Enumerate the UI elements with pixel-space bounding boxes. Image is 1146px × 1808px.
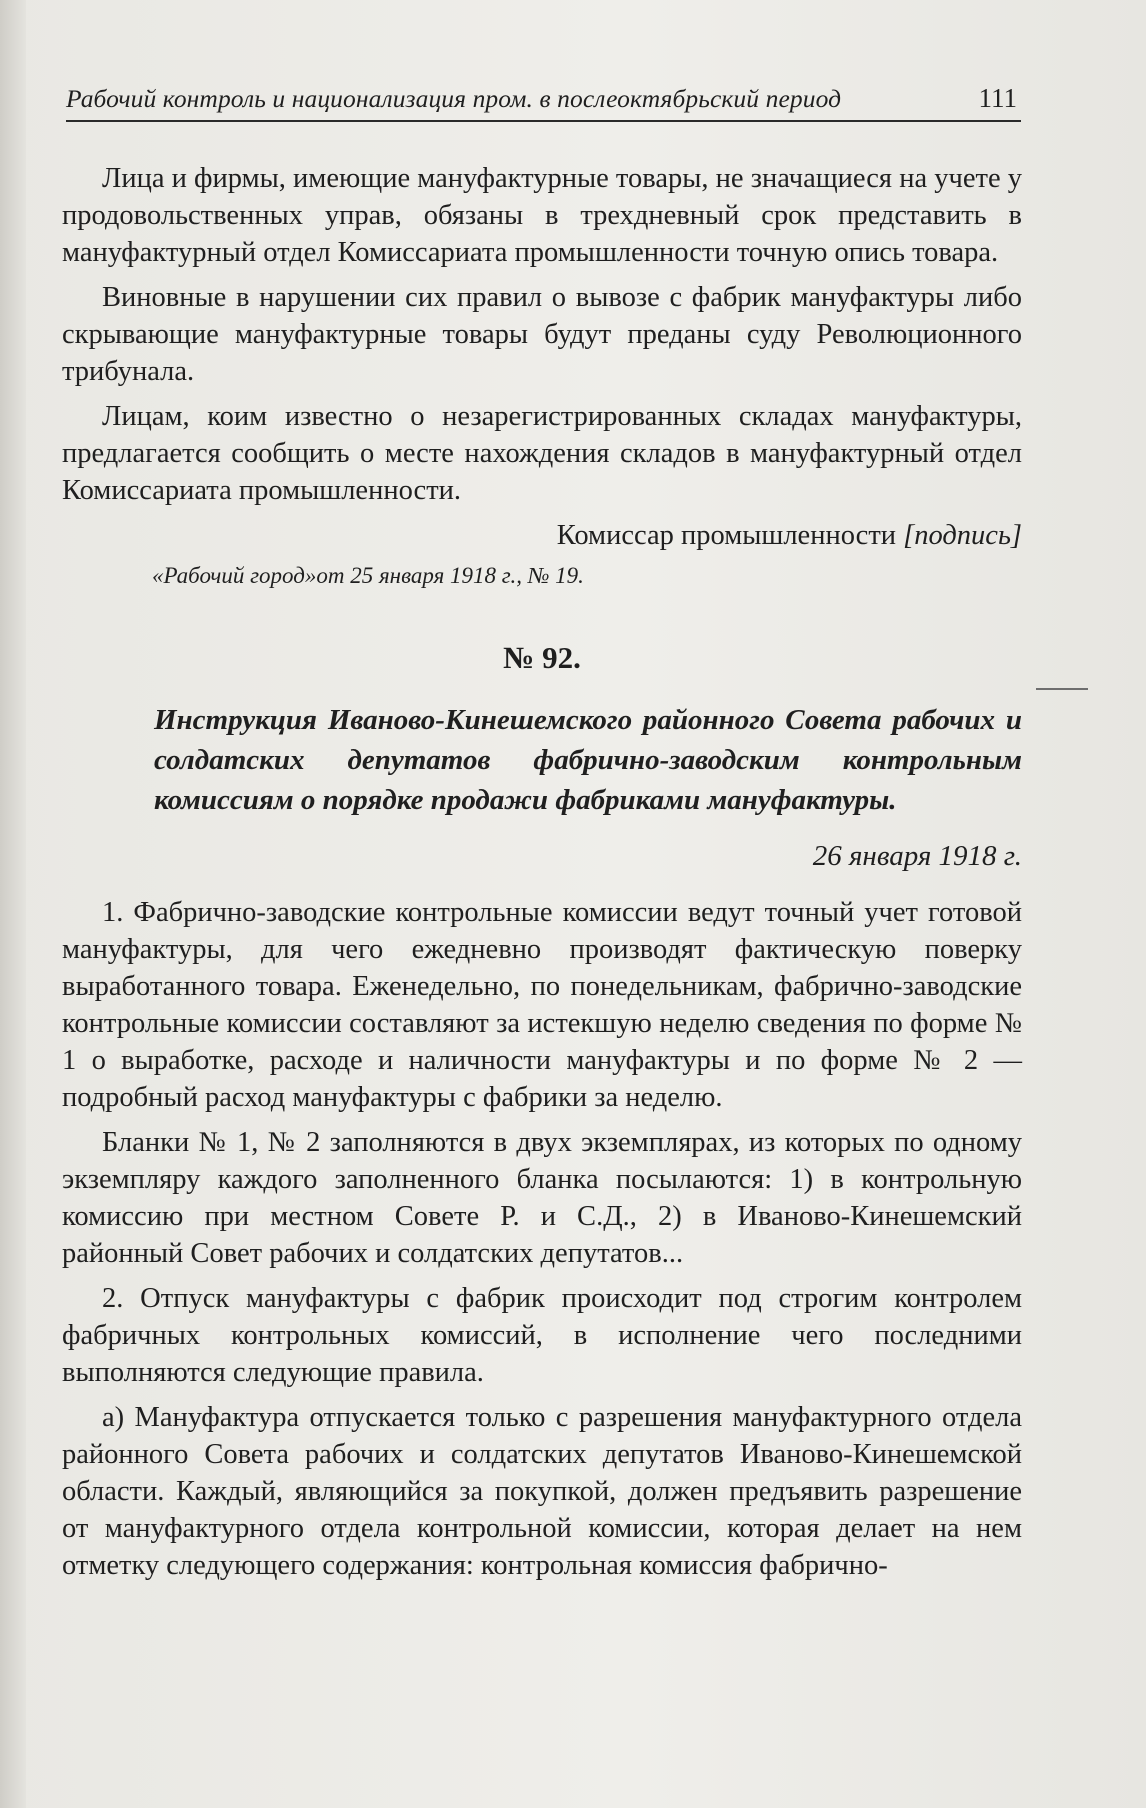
running-header-title: Рабочий контроль и национализация пром. в послеоктябрьский период	[66, 84, 842, 113]
paragraph: Лица и фирмы, имеющие мануфактурные товары, не значащиеся на учете у продовольственных управ, обязаны в трехдневный срок представить в мануфактурный отдел Комиссариата промышленности точную опись товара.	[62, 163, 1022, 268]
document-title: Инструкция Иваново-Кинешемского районного Совета рабочих и солдатских депутатов фабрично-заводским контрольным комиссиям о порядке продажи фабриками мануфактуры.	[154, 704, 1022, 816]
paragraph: Виновные в нарушении сих правил о вывозе с фабрик мануфактуры либо скрывающие мануфактурные товары будут преданы суду Революционного трибунала.	[62, 282, 1022, 387]
signature-note: [подпись]	[903, 520, 1022, 551]
page-binding-shadow	[0, 0, 26, 1808]
paragraph: 2. Отпуск мануфактуры с фабрик происходит под строгим контролем фабричных контрольных комиссий, в исполнение чего последними выполняются следующие правила.	[62, 1283, 1022, 1388]
signature-title: Комиссар промышленности	[556, 520, 897, 551]
document-number: № 92.	[503, 640, 581, 675]
paragraph: Бланки № 1, № 2 заполняются в двух экземплярах, из которых по одному экземпляру каждого заполненного бланка посылаются: 1) в контрольную комиссию при местном Совете Р. и С.Д., 2) в Иваново-Кинешемский районный Совет рабочих и солдатских депутатов...	[62, 1127, 1022, 1269]
running-header	[66, 78, 1021, 122]
source-citation: «Рабочий город»от 25 января 1918 г., № 19.	[152, 563, 584, 588]
paragraph: 1. Фабрично-заводские контрольные комиссии ведут точный учет готовой мануфактуры, для чего ежедневно производят фактическую поверку выработанного товара. Еженедельно, по понедельникам, фабрично-заводские контрольные комиссии составляют за истекшую неделю сведения по форме № 1 о выработке, расходе и наличности мануфактуры и по форме № 2 — подробный расход мануфактуры с фабрики за неделю.	[62, 897, 1022, 1113]
paragraph: а) Мануфактура отпускается только с разрешения мануфактурного отдела районного Совета рабочих и солдатских депутатов Иваново-Кинешемской области. Каждый, являющийся за покупкой, должен предъявить разрешение от мануфактурного отдела контрольной комиссии, которая делает на нем отметку следующего содержания: контрольная комиссия фабрично-	[62, 1402, 1022, 1581]
page-body	[62, 160, 1022, 1592]
signature-line	[62, 517, 1022, 554]
paragraph: Лицам, коим известно о незарегистрированных складах мануфактуры, предлагается сообщить о месте нахождения складов в мануфактурный отдел Комиссариата промышленности.	[62, 401, 1022, 506]
page-number: 111	[978, 83, 1017, 113]
margin-pencil-mark	[1036, 688, 1088, 690]
document-date: 26 января 1918 г.	[812, 840, 1022, 872]
